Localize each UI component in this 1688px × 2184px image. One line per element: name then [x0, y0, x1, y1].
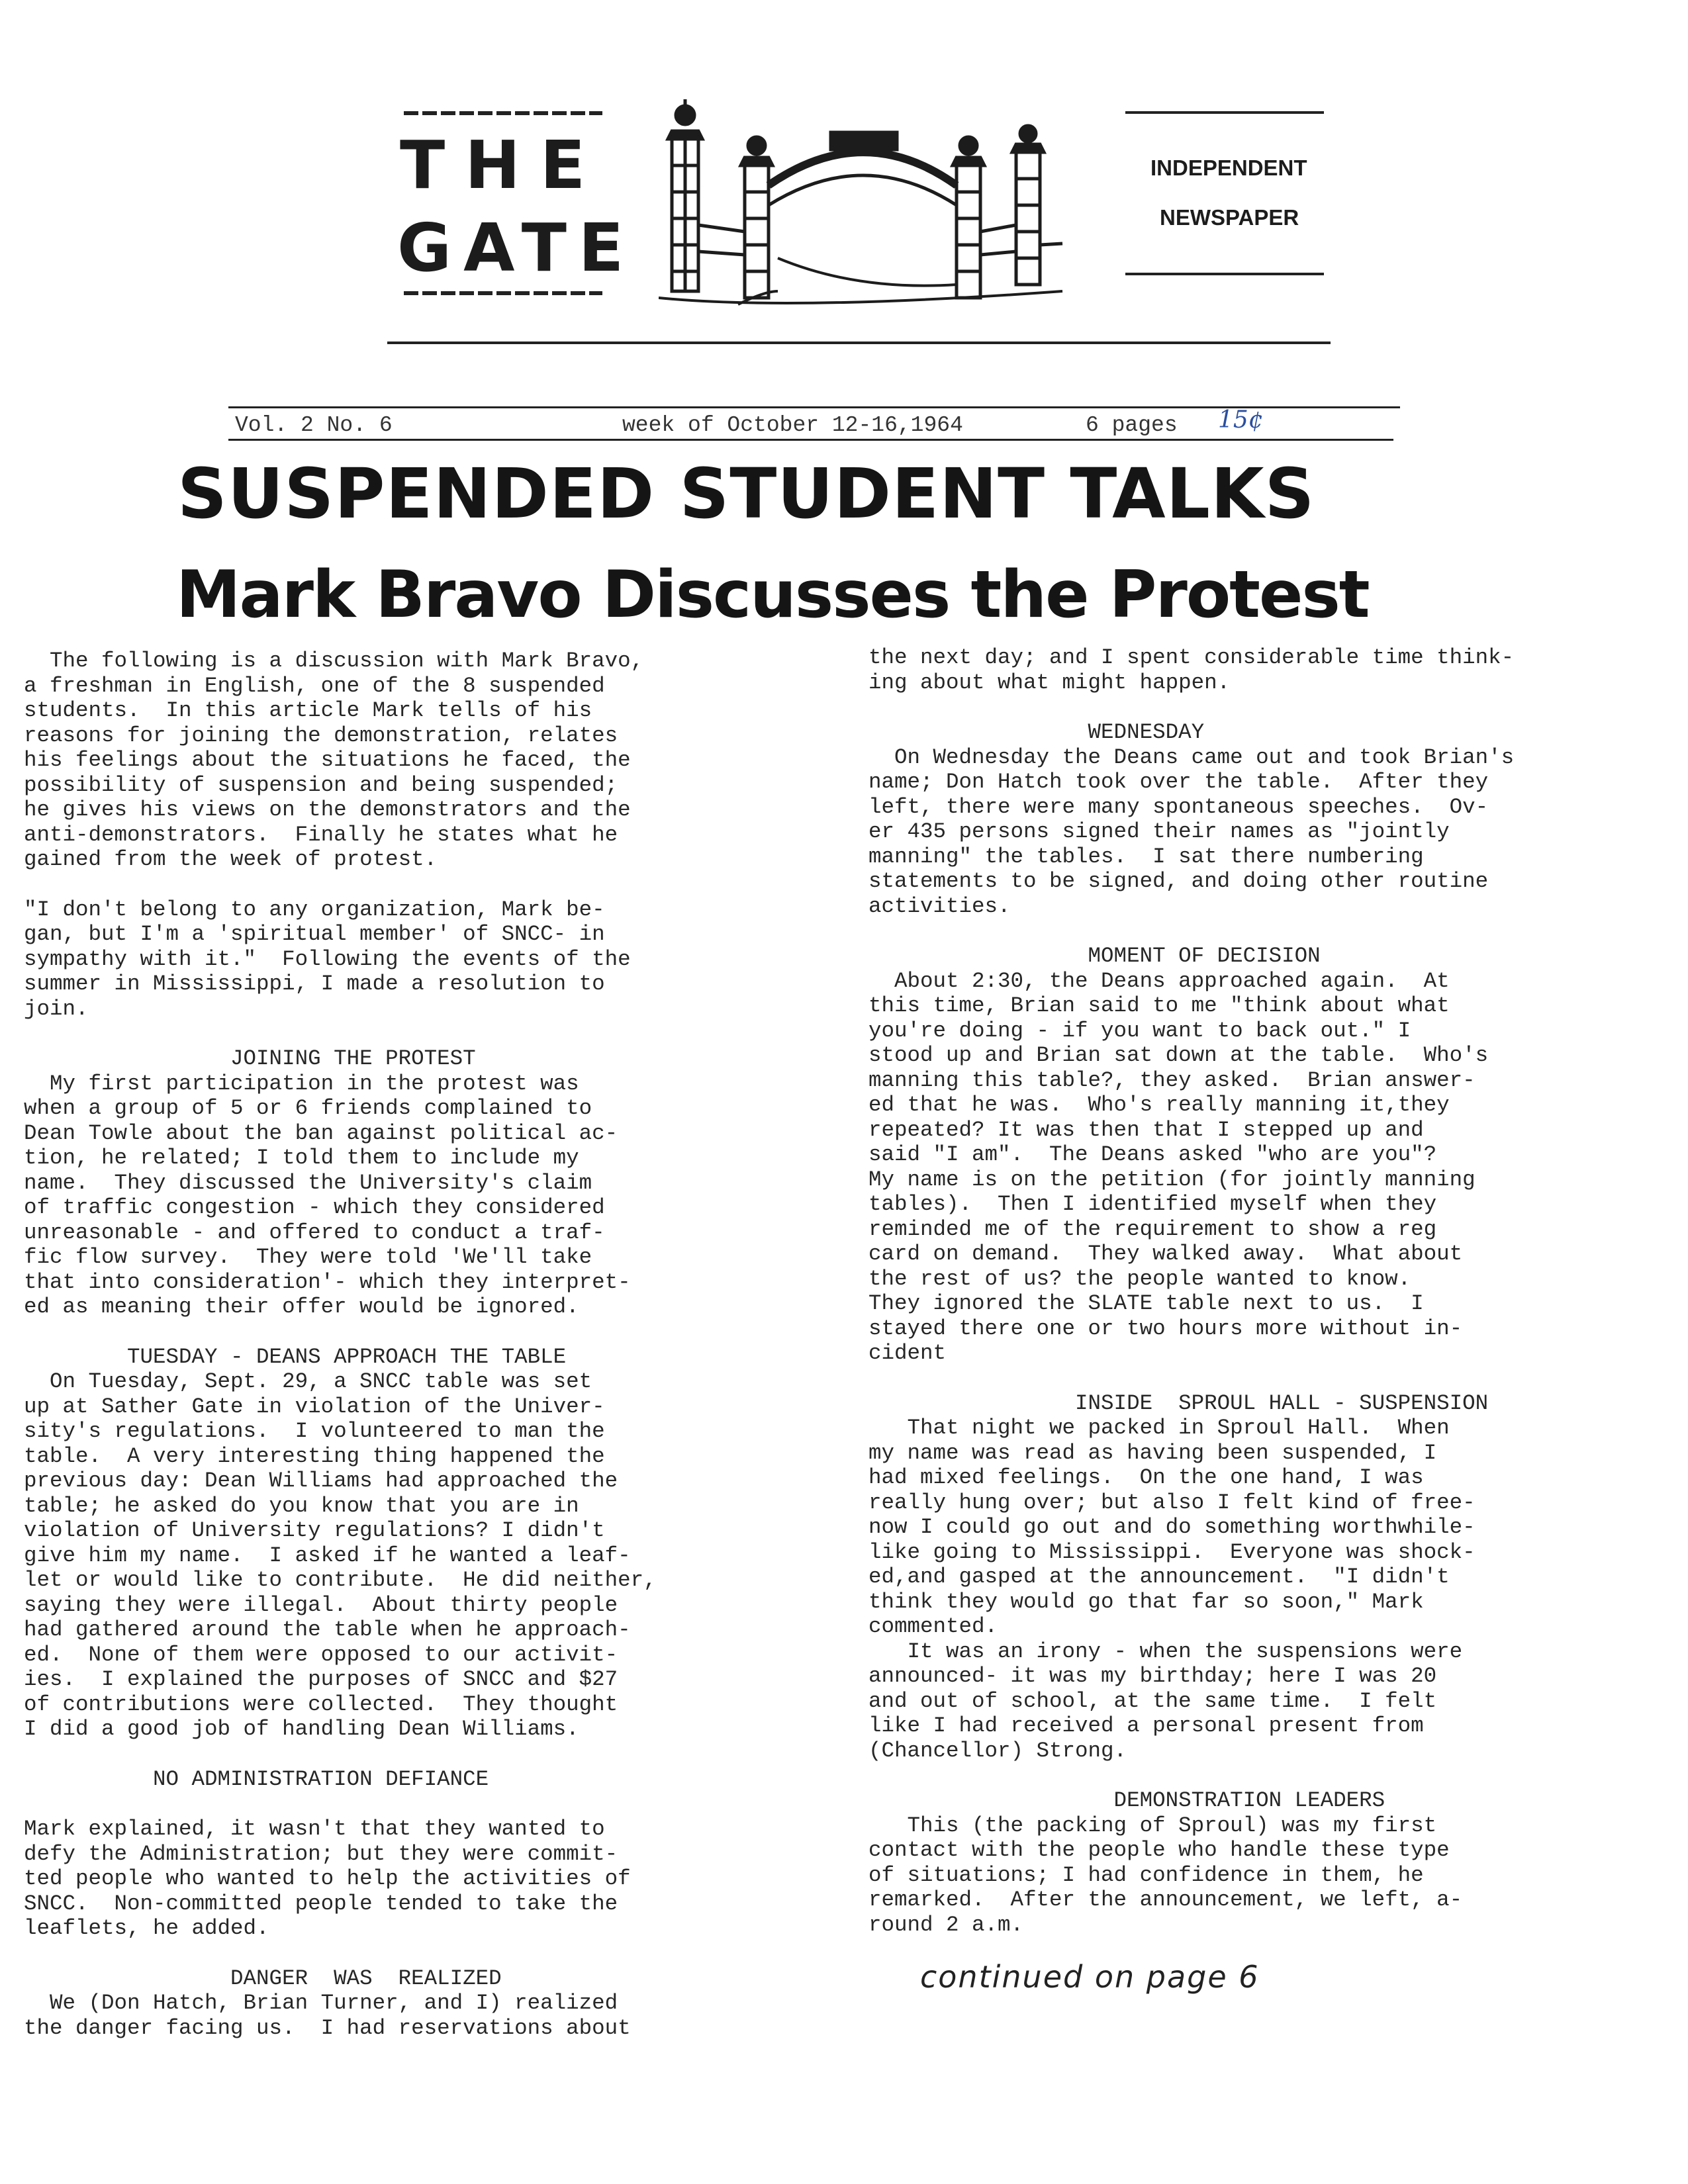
article-line: when a group of 5 or 6 friends complained to [24, 1096, 592, 1120]
article-line: My first participation in the protest was [24, 1071, 579, 1096]
article-line: had mixed feelings. On the one hand, I was [868, 1465, 1424, 1490]
article-line: leaflets, he added. [24, 1916, 269, 1940]
article-left-column [24, 649, 759, 2040]
article-line: name; Don Hatch took over the table. After they [868, 770, 1489, 794]
article-line: the next day; and I spent considerable time think- [868, 645, 1515, 670]
paragraph-gap [868, 1366, 1663, 1391]
masthead-top-dotted-rule [404, 111, 602, 115]
article-line: think they would go that far so soon," Mark [868, 1589, 1424, 1614]
article-line: of contributions were collected. They thought [24, 1692, 618, 1717]
paragraph-gap [24, 1792, 759, 1817]
article-line: commented. [868, 1614, 998, 1639]
article-line: previous day: Dean Williams had approached the [24, 1469, 618, 1493]
issue-volume: Vol. 2 No. 6 [235, 413, 393, 437]
article-line: stood up and Brian sat down at the table. Who's [868, 1043, 1489, 1068]
masthead-divider [387, 341, 1331, 344]
article-line: JOINING THE PROTEST [24, 1046, 476, 1071]
article-line: ed,and gasped at the announcement. "I didn't [868, 1565, 1450, 1589]
article-line: now I could go out and do something worthwhile- [868, 1515, 1476, 1539]
article-line: that into consideration'- which they interpret- [24, 1269, 631, 1295]
paragraph-gap [868, 695, 1663, 720]
article-line: gan, but I'm a 'spiritual member' of SNCC- in [24, 922, 605, 946]
article-line: TUESDAY - DEANS APPROACH THE TABLE [24, 1344, 567, 1369]
article-line: ted people who wanted to help the activities of [24, 1866, 631, 1891]
article-line: It was an irony - when the suspensions were [868, 1639, 1463, 1664]
article-line: the danger facing us. I had reservations about [24, 2015, 631, 2040]
article-line: left, there were many spontaneous speeches. Ov- [868, 794, 1489, 819]
masthead-bottom-dotted-rule [404, 291, 602, 295]
paragraph-gap [24, 1320, 759, 1345]
article-line: ing about what might happen. [868, 670, 1231, 695]
article-line: card on demand. They walked away. What about [868, 1242, 1463, 1266]
article-line: sympathy with it." Following the events of the [24, 946, 631, 972]
article-line: statements to be signed, and doing other routine [868, 869, 1489, 893]
article-line: of situations; I had confidence in them, he [868, 1862, 1424, 1888]
article-line: tables). Then I identified myself when they [868, 1192, 1437, 1216]
article-right-column [868, 645, 1663, 1937]
article-line: INSIDE SPROUL HALL - SUSPENSION [868, 1390, 1489, 1416]
issue-week: week of October 12-16,1964 [622, 413, 963, 437]
article-line: ies. I explained the purposes of SNCC and $27 [24, 1667, 618, 1692]
article-line: activities. [868, 893, 1011, 919]
article-line: like I had received a personal present from [868, 1713, 1424, 1738]
article-line: DEMONSTRATION LEADERS [868, 1788, 1385, 1813]
article-line: had gathered around the table when he approach- [24, 1617, 631, 1642]
article-line: saying they were illegal. About thirty people [24, 1592, 618, 1617]
article-line: That night we packed in Sproul Hall. When [868, 1416, 1450, 1440]
article-line: reasons for joining the demonstration, relates [24, 723, 618, 748]
article-line: (Chancellor) Strong. [868, 1738, 1127, 1763]
article-line: They ignored the SLATE table next to us. I [868, 1291, 1424, 1316]
article-line: remarked. After the announcement, we left, a- [868, 1888, 1463, 1912]
article-line: fic flow survey. They were told 'We'll take [24, 1245, 592, 1269]
article-line: I did a good job of handling Dean Williams. [24, 1717, 579, 1741]
article-line: let or would like to contribute. He did neither, [24, 1568, 657, 1592]
article-line: join. [24, 996, 89, 1021]
article-line: announced- it was my birthday; here I was 20 [868, 1664, 1437, 1688]
article-line: reminded me of the requirement to show a reg [868, 1216, 1437, 1242]
article-line: NO ADMINISTRATION DEFIANCE [24, 1766, 489, 1792]
article-line: repeated? It was then that I stepped up and [868, 1117, 1424, 1142]
tagline-newspaper: NEWSPAPER [1160, 205, 1299, 230]
continued-note: continued on page 6 [920, 1959, 1260, 1995]
article-line: stayed there one or two hours more without in- [868, 1316, 1463, 1341]
info-bottom-rule [228, 439, 1393, 441]
article-line: round 2 a.m. [868, 1912, 1024, 1937]
paragraph-gap [24, 872, 759, 897]
article-line: unreasonable - and offered to conduct a traf- [24, 1220, 605, 1245]
article-line: sity's regulations. I volunteered to man the [24, 1419, 605, 1443]
article-line: students. In this article Mark tells of his [24, 698, 592, 723]
article-line: name. They discussed the University's claim [24, 1170, 592, 1195]
article-line: table. A very interesting thing happened the [24, 1443, 605, 1469]
article-line: Mark explained, it wasn't that they wanted to [24, 1817, 605, 1841]
headline: SUSPENDED STUDENT TALKS [177, 453, 1315, 534]
article-line: of traffic congestion - which they considered [24, 1195, 605, 1220]
issue-pages: 6 pages [1086, 413, 1178, 437]
article-line: About 2:30, the Deans approached again. At [868, 968, 1450, 993]
article-line: We (Don Hatch, Brian Turner, and I) realized [24, 1991, 618, 2015]
article-line: and out of school, at the same time. I felt [868, 1688, 1437, 1713]
article-line: WEDNESDAY [868, 720, 1205, 745]
article-line: gained from the week of protest. [24, 847, 438, 872]
issue-price: 15¢ [1218, 406, 1264, 433]
article-line: cident [868, 1341, 947, 1365]
article-line: a freshman in English, one of the 8 suspended [24, 673, 605, 698]
article-line: er 435 persons signed their names as "jointly [868, 819, 1450, 844]
article-line: SNCC. Non-committed people tended to take the [24, 1891, 618, 1916]
article-line: this time, Brian said to me "think about what [868, 993, 1450, 1018]
gate-arch-icon [659, 93, 1069, 318]
article-line: manning this table?, they asked. Brian answer- [868, 1068, 1476, 1093]
article-line: you're doing - if you want to back out." I [868, 1018, 1411, 1043]
article-line: The following is a discussion with Mark Bravo, [24, 649, 644, 673]
subheadline: Mark Bravo Discusses the Protest [176, 557, 1369, 633]
tagline-top-rule [1125, 111, 1324, 114]
article-line: MOMENT OF DECISION [868, 944, 1321, 968]
paragraph-gap [868, 1763, 1663, 1788]
article-line: really hung over; but also I felt kind of free- [868, 1490, 1476, 1515]
article-line: My name is on the petition (for jointly manning [868, 1167, 1476, 1192]
article-line: possibility of suspension and being suspended; [24, 772, 618, 797]
article-line: On Wednesday the Deans came out and took Brian's [868, 745, 1515, 770]
article-line: violation of University regulations? I didn't [24, 1518, 605, 1543]
paragraph-gap [24, 1021, 759, 1046]
article-line: "I don't belong to any organization, Mark be- [24, 897, 605, 922]
article-line: give him my name. I asked if he wanted a leaf- [24, 1543, 631, 1568]
article-line: he gives his views on the demonstrators and the [24, 797, 631, 822]
article-line: anti-demonstrators. Finally he states what he [24, 822, 618, 847]
article-line: On Tuesday, Sept. 29, a SNCC table was set [24, 1369, 592, 1394]
tagline-independent: INDEPENDENT [1150, 156, 1307, 180]
article-line: contact with the people who handle these type [868, 1838, 1450, 1862]
paragraph-gap [24, 1742, 759, 1767]
article-line: said "I am". The Deans asked "who are you"? [868, 1142, 1437, 1167]
article-line: manning" the tables. I sat there numbering [868, 844, 1424, 869]
article-line: up at Sather Gate in violation of the Univer- [24, 1394, 605, 1419]
article-line: This (the packing of Sproul) was my first [868, 1813, 1437, 1838]
article-line: summer in Mississippi, I made a resolution to [24, 972, 605, 996]
tagline-bottom-rule [1125, 273, 1324, 275]
article-line: tion, he related; I told them to include my [24, 1146, 579, 1170]
article-line: defy the Administration; but they were commit- [24, 1841, 618, 1866]
article-line: the rest of us? the people wanted to know. [868, 1266, 1411, 1291]
article-line: my name was read as having been suspended, I [868, 1440, 1437, 1465]
paragraph-gap [868, 919, 1663, 944]
paragraph-gap [24, 1941, 759, 1966]
article-line: ed as meaning their offer would be ignored. [24, 1295, 579, 1319]
article-line: Dean Towle about the ban against political ac- [24, 1120, 618, 1146]
article-line: his feelings about the situations he faced, the [24, 748, 631, 772]
article-line: ed. None of them were opposed to our activit- [24, 1642, 618, 1667]
article-line: like going to Mississippi. Everyone was shock- [868, 1539, 1476, 1565]
article-line: ed that he was. Who's really manning it,they [868, 1093, 1450, 1117]
masthead-the: THE [400, 126, 606, 204]
masthead-gate: GATE [397, 209, 636, 287]
article-line: DANGER WAS REALIZED [24, 1966, 502, 1991]
article-line: table; he asked do you know that you are in [24, 1493, 579, 1518]
